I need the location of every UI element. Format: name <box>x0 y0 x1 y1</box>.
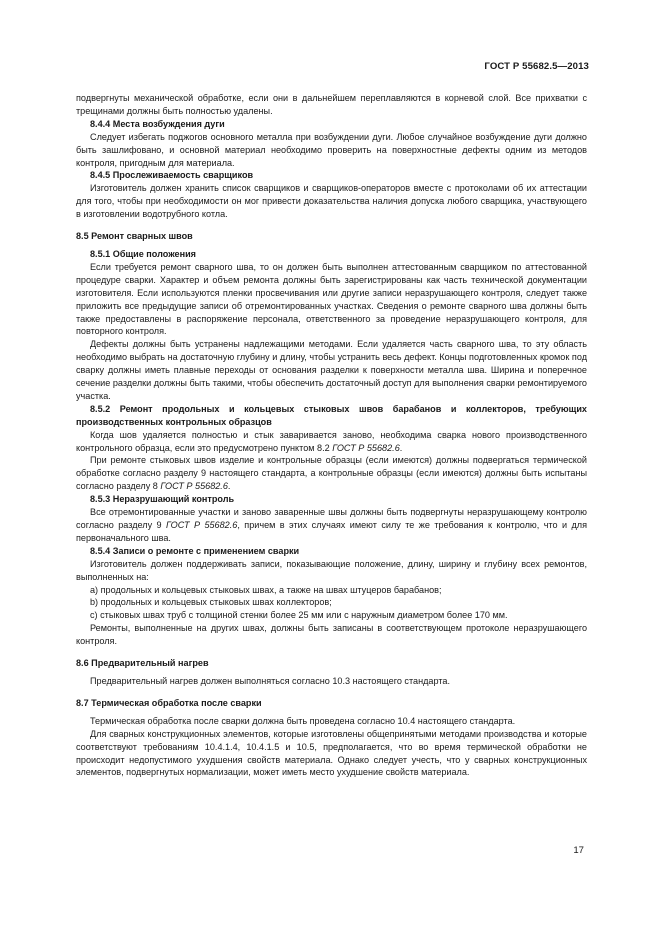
paragraph <box>76 506 587 545</box>
paragraph: подвергнуты механической обработке, если они в дальнейшем переплавляются в корневой слой. Все прихватки с трещинами должны быть полностью удалены. <box>76 93 587 116</box>
section-heading-8-5-1: 8.5.1 Общие положения <box>90 248 196 259</box>
standard-reference: ГОСТ Р 55682.6 <box>166 520 238 530</box>
paragraph-text: , причем в этих случаях имеют силу те же требования к контролю, что и для первоначального шва. <box>76 520 587 543</box>
page-number: 17 <box>573 845 584 856</box>
section-heading-8-5-3: 8.5.3 Неразрушающий контроль <box>90 494 235 505</box>
paragraph: Изготовитель должен хранить список сварщиков и сварщиков-операторов вместе с протоколами об их аттестации для того, чтобы при необходимости он мог привести доказательства наличия допуска любого сварщика, участвующего в изготовлении водотрубного котла. <box>76 183 587 220</box>
paragraph <box>76 429 587 455</box>
paragraph-text: . <box>399 442 403 453</box>
paragraph: Предварительный нагрев должен выполняться согласно 10.3 настоящего стандарта. <box>90 675 450 686</box>
list-item: b) продольных и кольцевых стыковых швах коллекторов; <box>90 597 332 608</box>
paragraph-text: . <box>227 481 231 492</box>
standard-reference: ГОСТ Р 55682.6 <box>332 442 400 453</box>
paragraph: Термическая обработка после сварки должна быть проведена согласно 10.4 настоящего стандарта. <box>90 715 516 726</box>
section-heading-8-4-5: 8.4.5 Прослеживаемость сварщиков <box>90 170 254 181</box>
section-heading-8-7: 8.7 Термическая обработка после сварки <box>76 697 262 708</box>
paragraph: Если требуется ремонт сварного шва, то он должен быть выполнен аттестованным сварщиком по аттестованной процедуре сварки. Характер и объем ремонта должны быть зарегистрированы как часть технической документации изготовителя. Если используются пленки просвечивания или другие записи неразрушающего контроля, следует также приложить все предыдущие записи об отремонтированных участках. Сведения о ремонте сварного шва должны быть также предоставлены в распоряжение персонала, ответственного за проведение неразрушающего контроля, для повторного контроля. <box>76 261 587 337</box>
list-item: a) продольных и кольцевых стыковых швах, а также на швах штуцеров барабанов; <box>90 584 442 595</box>
section-heading-8-5-4: 8.5.4 Записи о ремонте с применением сварки <box>90 545 300 556</box>
section-heading-8-4-4: 8.4.4 Места возбуждения дуги <box>90 118 225 129</box>
paragraph: Следует избегать поджогов основного металла при возбуждении дуги. Любое случайное возбуждение дуги должно быть зашлифовано, и основной материал необходимо проверить на поверхностные дефекты одним из методов контроля, пригодным для материала. <box>76 131 587 168</box>
standard-reference: ГОСТ Р 55682.6 <box>160 481 228 492</box>
paragraph-text: При ремонте стыковых швов изделие и контрольные образцы (если имеются) должны подвергаться термической обработке согласно разделу 9 настоящего стандарта, а контрольные образцы (если имеются) должны быть испытаны согласно разделу 8 <box>76 455 587 492</box>
paragraph: Ремонты, выполненные на других швах, должны быть записаны в соответствующем протоколе неразрушающего контроля. <box>76 623 587 647</box>
paragraph: Изготовитель должен поддерживать записи, показывающие положение, длину, ширину и глубину всех ремонтов, выполненных на: <box>76 558 587 582</box>
paragraph <box>76 454 587 493</box>
paragraph: Для сварных конструкционных элементов, которые изготовлены общепринятыми методами производства и которые соответствуют требованиям 10.4.1.4, 10.4.1.5 и 10.5, предполагается, что во время термической обработки не происходит недопустимого ухудшения свойств материала. Однако следует учесть, что у сварных конструкционных элементов, подвергнутых нормализации, может иметь место ухудшение свойств материала. <box>76 728 587 778</box>
document-body <box>76 92 587 779</box>
paragraph-text: Когда шов удаляется полностью и стык заваривается заново, необходима сварка нового производственного контрольного образца, если это предусмотрено пунктом 8.2 <box>76 429 587 453</box>
list-item: c) стыковых швах труб с толщиной стенки более 25 мм или с наружным диаметром более 170 мм. <box>90 610 508 621</box>
section-heading-8-5: 8.5 Ремонт сварных швов <box>76 231 193 242</box>
section-heading-8-5-2: 8.5.2 Ремонт продольных и кольцевых стыковых швов барабанов и коллекторов, требующих производственных контрольных образцов <box>76 403 587 427</box>
paragraph-text: Все отремонтированные участки и заново заваренные швы должны быть подвергнуты неразрушающему контролю согласно разделу 9 <box>76 507 587 530</box>
paragraph: Дефекты должны быть устранены надлежащими методами. Если удаляется часть сварного шва, то эту область необходимо выбрать на достаточную глубину и длину, чтобы устранить весь дефект. Концы подготовленных кромок под сварку должны иметь плавные переходы от основания разделки к поверхности металла шва. Ширина и поперечное сечение разделки должны быть такими, чтобы обеспечить достаточный доступ для выполнения сварки ремонтируемого участка. <box>76 339 587 401</box>
document-header: ГОСТ Р 55682.5—2013 <box>484 61 589 72</box>
section-heading-8-6: 8.6 Предварительный нагрев <box>76 658 209 669</box>
